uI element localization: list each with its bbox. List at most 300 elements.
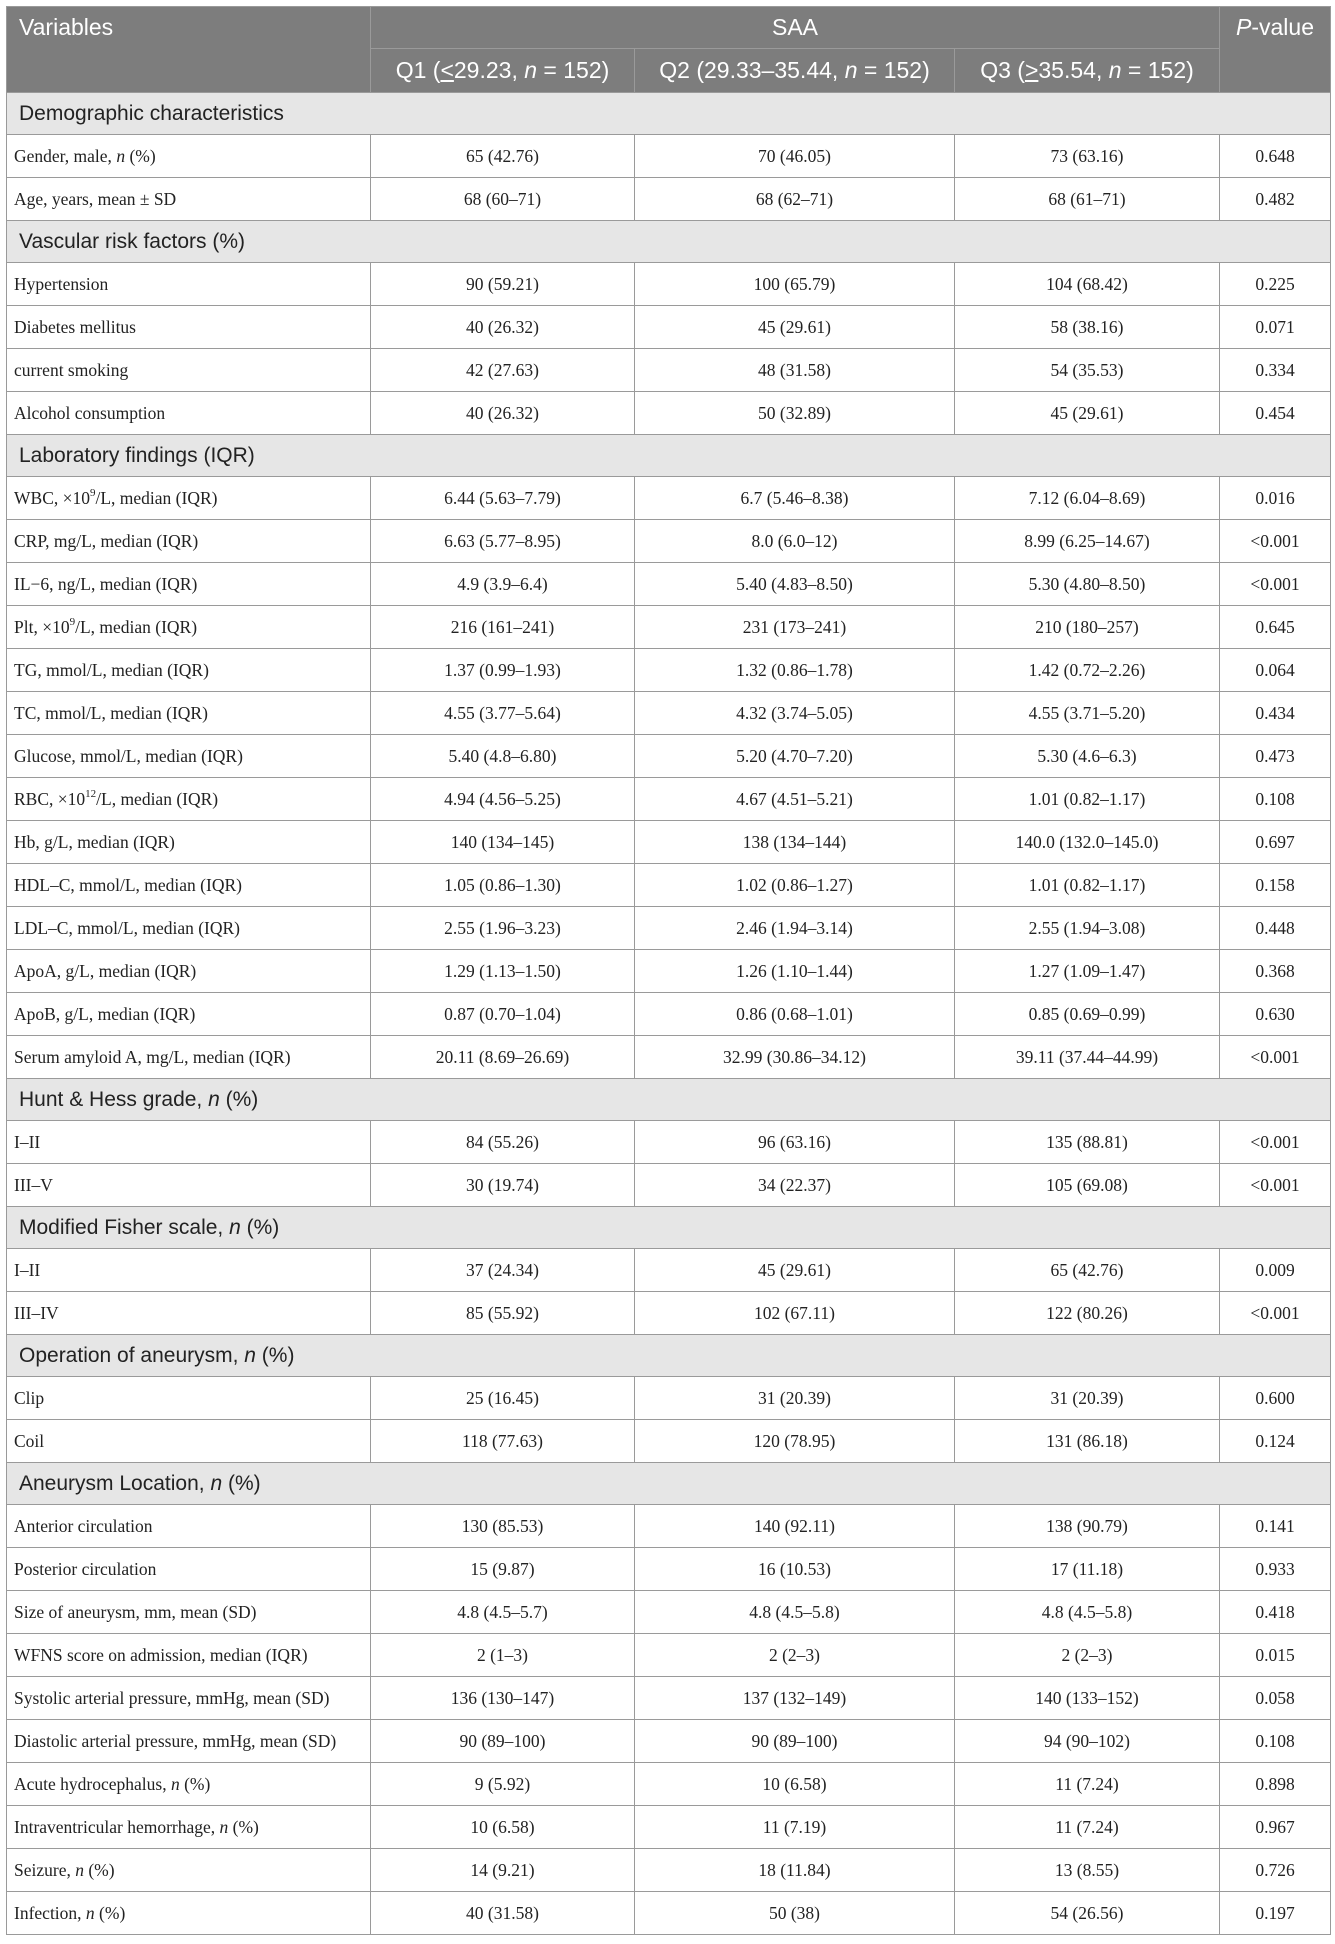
q2-value-cell: 4.32 (3.74–5.05) xyxy=(635,692,955,735)
row-label-superscript: 9 xyxy=(69,615,76,628)
q3-value-cell: 68 (61–71) xyxy=(955,178,1220,221)
q3-value-cell: 0.85 (0.69–0.99) xyxy=(955,993,1220,1036)
p-value-cell: 0.334 xyxy=(1220,349,1331,392)
row-label-text: Clip xyxy=(14,1387,45,1408)
q2-value-cell: 0.86 (0.68–1.01) xyxy=(635,993,955,1036)
table-row xyxy=(7,735,1331,778)
variable-cell xyxy=(7,1892,371,1935)
q2-value-cell: 70 (46.05) xyxy=(635,135,955,178)
q2-value-cell: 45 (29.61) xyxy=(635,1249,955,1292)
table-row xyxy=(7,1677,1331,1720)
row-label-suffix: /L, median (IQR) xyxy=(96,788,219,809)
table-row xyxy=(7,1849,1331,1892)
row-label-text: Systolic arterial pressure, mmHg, mean (SD) xyxy=(14,1687,330,1708)
row-label-text: TC, mmol/L, median (IQR) xyxy=(14,702,208,723)
row-label-text: Gender, male, xyxy=(14,145,117,166)
variable-cell xyxy=(7,477,371,520)
row-label-text: Alcohol consumption xyxy=(14,402,166,423)
row-label-text: Diabetes mellitus xyxy=(14,316,136,337)
q1-value-cell: 14 (9.21) xyxy=(371,1849,635,1892)
variable-cell xyxy=(7,1634,371,1677)
q1-value-cell: 9 (5.92) xyxy=(371,1763,635,1806)
q2-value-cell: 138 (134–144) xyxy=(635,821,955,864)
row-label-text: Aneurysm Location, xyxy=(19,1471,211,1495)
q2-value-cell: 6.7 (5.46–8.38) xyxy=(635,477,955,520)
section-title xyxy=(7,1335,1331,1377)
q1-value-cell: 6.63 (5.77–8.95) xyxy=(371,520,635,563)
variables-header: Variables xyxy=(7,7,371,49)
row-label-text: Vascular risk factors (%) xyxy=(19,229,245,253)
row-label-suffix: (%) xyxy=(94,1902,126,1923)
q1-value-cell: 40 (31.58) xyxy=(371,1892,635,1935)
p-value-cell: 0.225 xyxy=(1220,263,1331,306)
table-row xyxy=(7,1164,1331,1207)
row-label-text: III–V xyxy=(14,1174,53,1195)
table-row xyxy=(7,993,1331,1036)
q1-value-cell: 4.94 (4.56–5.25) xyxy=(371,778,635,821)
p-value-cell: 0.697 xyxy=(1220,821,1331,864)
variable-cell xyxy=(7,1720,371,1763)
table-row xyxy=(7,392,1331,435)
q3-value-cell: 8.99 (6.25–14.67) xyxy=(955,520,1220,563)
q2-value-cell: 8.0 (6.0–12) xyxy=(635,520,955,563)
p-value-cell: <0.001 xyxy=(1220,1292,1331,1335)
row-label-italic: n xyxy=(219,1816,229,1837)
section-header-row xyxy=(7,435,1331,477)
section-header-row xyxy=(7,1463,1331,1505)
q3-value-cell: 140.0 (132.0–145.0) xyxy=(955,821,1220,864)
q1-value-cell: 68 (60–71) xyxy=(371,178,635,221)
q3-value-cell: 1.27 (1.09–1.47) xyxy=(955,950,1220,993)
row-label-text: current smoking xyxy=(14,359,129,380)
q1-value-cell: 15 (9.87) xyxy=(371,1548,635,1591)
q3-value-cell: 58 (38.16) xyxy=(955,306,1220,349)
row-label-text: III–IV xyxy=(14,1302,59,1323)
q1-value-cell: 216 (161–241) xyxy=(371,606,635,649)
section-header-row xyxy=(7,1079,1331,1121)
row-label-text: RBC, ×10 xyxy=(14,788,86,809)
variable-cell xyxy=(7,692,371,735)
variable-cell xyxy=(7,1036,371,1079)
p-value-cell: 0.141 xyxy=(1220,1505,1331,1548)
q2-value-cell: 34 (22.37) xyxy=(635,1164,955,1207)
row-label-text: Serum amyloid A, mg/L, median (IQR) xyxy=(14,1046,291,1067)
q1-value-cell: 90 (59.21) xyxy=(371,263,635,306)
q2-value-cell: 50 (32.89) xyxy=(635,392,955,435)
row-label-text: Hb, g/L, median (IQR) xyxy=(14,831,175,852)
p-value-cell: 0.648 xyxy=(1220,135,1331,178)
q3-value-cell: 1.42 (0.72–2.26) xyxy=(955,649,1220,692)
variable-cell xyxy=(7,306,371,349)
p-value-cell: 0.015 xyxy=(1220,1634,1331,1677)
p-value-cell: 0.058 xyxy=(1220,1677,1331,1720)
table-row xyxy=(7,1591,1331,1634)
q3-header: Q3 (>35.54, n = 152) xyxy=(955,49,1220,93)
q3-value-cell: 7.12 (6.04–8.69) xyxy=(955,477,1220,520)
variable-cell xyxy=(7,1505,371,1548)
p-value-cell: <0.001 xyxy=(1220,520,1331,563)
variable-cell xyxy=(7,563,371,606)
q2-value-cell: 137 (132–149) xyxy=(635,1677,955,1720)
q1-value-cell: 25 (16.45) xyxy=(371,1377,635,1420)
row-label-text: Anterior circulation xyxy=(14,1515,153,1536)
q1-value-cell: 1.29 (1.13–1.50) xyxy=(371,950,635,993)
row-label-italic: n xyxy=(229,1215,241,1239)
section-title xyxy=(7,1079,1331,1121)
row-label-text: Glucose, mmol/L, median (IQR) xyxy=(14,745,243,766)
q1-value-cell: 4.8 (4.5–5.7) xyxy=(371,1591,635,1634)
section-title xyxy=(7,1463,1331,1505)
q2-value-cell: 90 (89–100) xyxy=(635,1720,955,1763)
q3-value-cell: 5.30 (4.6–6.3) xyxy=(955,735,1220,778)
row-label-text: Seizure, xyxy=(14,1859,76,1880)
row-label-text: Plt, ×10 xyxy=(14,616,70,637)
table-row xyxy=(7,1548,1331,1591)
variable-cell xyxy=(7,1548,371,1591)
table-row xyxy=(7,778,1331,821)
variable-cell xyxy=(7,950,371,993)
q1-value-cell: 2.55 (1.96–3.23) xyxy=(371,907,635,950)
p-value-cell: 0.108 xyxy=(1220,778,1331,821)
p-value-cell: 0.197 xyxy=(1220,1892,1331,1935)
row-label-text: CRP, mg/L, median (IQR) xyxy=(14,530,199,551)
q2-value-cell: 4.67 (4.51–5.21) xyxy=(635,778,955,821)
p-value-cell: 0.473 xyxy=(1220,735,1331,778)
q1-value-cell: 37 (24.34) xyxy=(371,1249,635,1292)
variable-cell xyxy=(7,1292,371,1335)
p-value-cell: 0.600 xyxy=(1220,1377,1331,1420)
q3-value-cell: 39.11 (37.44–44.99) xyxy=(955,1036,1220,1079)
q3-value-cell: 13 (8.55) xyxy=(955,1849,1220,1892)
variable-cell xyxy=(7,778,371,821)
row-label-text: ApoA, g/L, median (IQR) xyxy=(14,960,197,981)
variable-cell xyxy=(7,178,371,221)
table-row xyxy=(7,649,1331,692)
p-value-cell: <0.001 xyxy=(1220,1121,1331,1164)
q1-value-cell: 118 (77.63) xyxy=(371,1420,635,1463)
variable-cell xyxy=(7,520,371,563)
section-header-row xyxy=(7,1207,1331,1249)
q2-value-cell: 100 (65.79) xyxy=(635,263,955,306)
q1-value-cell: 84 (55.26) xyxy=(371,1121,635,1164)
table-row xyxy=(7,1377,1331,1420)
table-row xyxy=(7,907,1331,950)
q3-value-cell: 11 (7.24) xyxy=(955,1763,1220,1806)
row-label-suffix: (%) xyxy=(240,1215,280,1239)
q2-value-cell: 18 (11.84) xyxy=(635,1849,955,1892)
q2-value-cell: 140 (92.11) xyxy=(635,1505,955,1548)
row-label-suffix: (%) xyxy=(179,1773,211,1794)
q3-value-cell: 54 (26.56) xyxy=(955,1892,1220,1935)
row-label-text: Hypertension xyxy=(14,273,109,294)
row-label-text: ApoB, g/L, median (IQR) xyxy=(14,1003,196,1024)
q2-value-cell: 5.40 (4.83–8.50) xyxy=(635,563,955,606)
table-row xyxy=(7,477,1331,520)
p-value-cell: <0.001 xyxy=(1220,563,1331,606)
variable-cell xyxy=(7,993,371,1036)
q2-value-cell: 120 (78.95) xyxy=(635,1420,955,1463)
q1-value-cell: 20.11 (8.69–26.69) xyxy=(371,1036,635,1079)
p-value-cell: 0.454 xyxy=(1220,392,1331,435)
q2-value-cell: 5.20 (4.70–7.20) xyxy=(635,735,955,778)
p-value-cell: 0.482 xyxy=(1220,178,1331,221)
row-label-text: Laboratory findings (IQR) xyxy=(19,443,255,467)
q1-value-cell: 40 (26.32) xyxy=(371,392,635,435)
row-label-suffix: (%) xyxy=(83,1859,115,1880)
row-label-suffix: (%) xyxy=(255,1343,295,1367)
p-value-cell: 0.645 xyxy=(1220,606,1331,649)
q2-header: Q2 (29.33–35.44, n = 152) xyxy=(635,49,955,93)
q3-value-cell: 11 (7.24) xyxy=(955,1806,1220,1849)
saa-group-header: SAA xyxy=(371,7,1220,49)
row-label-text: I–II xyxy=(14,1131,41,1152)
p-value-cell: 0.434 xyxy=(1220,692,1331,735)
q2-value-cell: 231 (173–241) xyxy=(635,606,955,649)
variable-cell xyxy=(7,864,371,907)
baseline-characteristics-table xyxy=(6,6,1331,1935)
q1-value-cell: 2 (1–3) xyxy=(371,1634,635,1677)
section-title xyxy=(7,93,1331,135)
q2-value-cell: 31 (20.39) xyxy=(635,1377,955,1420)
variable-cell xyxy=(7,1849,371,1892)
q3-value-cell: 122 (80.26) xyxy=(955,1292,1220,1335)
row-label-text: WFNS score on admission, median (IQR) xyxy=(14,1644,308,1665)
p-value-header-italic: P xyxy=(1236,14,1252,41)
variable-cell xyxy=(7,263,371,306)
row-label-suffix: /L, median (IQR) xyxy=(75,616,198,637)
section-title xyxy=(7,1207,1331,1249)
table-row xyxy=(7,178,1331,221)
table-row xyxy=(7,1505,1331,1548)
row-label-text: HDL–C, mmol/L, median (IQR) xyxy=(14,874,242,895)
q2-value-cell: 10 (6.58) xyxy=(635,1763,955,1806)
p-value-cell: 0.108 xyxy=(1220,1720,1331,1763)
row-label-text: Demographic characteristics xyxy=(19,101,284,125)
q1-value-cell: 5.40 (4.8–6.80) xyxy=(371,735,635,778)
q1-value-cell: 42 (27.63) xyxy=(371,349,635,392)
p-value-cell: 0.726 xyxy=(1220,1849,1331,1892)
variable-cell xyxy=(7,1377,371,1420)
p-value-cell: 0.158 xyxy=(1220,864,1331,907)
q3-value-cell: 4.55 (3.71–5.20) xyxy=(955,692,1220,735)
q2-value-cell: 11 (7.19) xyxy=(635,1806,955,1849)
q2-value-cell: 32.99 (30.86–34.12) xyxy=(635,1036,955,1079)
q1-value-cell: 130 (85.53) xyxy=(371,1505,635,1548)
q3-value-cell: 73 (63.16) xyxy=(955,135,1220,178)
row-label-text: Intraventricular hemorrhage, xyxy=(14,1816,220,1837)
row-label-text: Posterior circulation xyxy=(14,1558,157,1579)
p-value-cell: 0.933 xyxy=(1220,1548,1331,1591)
q2-value-cell: 1.02 (0.86–1.27) xyxy=(635,864,955,907)
q2-value-cell: 1.26 (1.10–1.44) xyxy=(635,950,955,993)
table-row xyxy=(7,821,1331,864)
q3-value-cell: 17 (11.18) xyxy=(955,1548,1220,1591)
row-label-text: Acute hydrocephalus, xyxy=(14,1773,171,1794)
variable-cell xyxy=(7,1249,371,1292)
q3-value-cell: 45 (29.61) xyxy=(955,392,1220,435)
row-label-text: WBC, ×10 xyxy=(14,487,90,508)
table-row xyxy=(7,1036,1331,1079)
p-value-cell: 0.124 xyxy=(1220,1420,1331,1463)
section-title xyxy=(7,435,1331,477)
p-value-cell: 0.016 xyxy=(1220,477,1331,520)
variable-cell xyxy=(7,1763,371,1806)
variable-cell xyxy=(7,135,371,178)
row-label-text: Size of aneurysm, mm, mean (SD) xyxy=(14,1601,257,1622)
q3-value-cell: 2.55 (1.94–3.08) xyxy=(955,907,1220,950)
q1-value-cell: 65 (42.76) xyxy=(371,135,635,178)
row-label-italic: n xyxy=(210,1471,223,1495)
table-row xyxy=(7,1121,1331,1164)
table-row xyxy=(7,135,1331,178)
table-row xyxy=(7,563,1331,606)
p-value-header-rest: -value xyxy=(1251,14,1315,41)
p-value-cell: <0.001 xyxy=(1220,1036,1331,1079)
row-label-italic: n xyxy=(244,1343,256,1367)
table-row xyxy=(7,1892,1331,1935)
row-label-superscript: 9 xyxy=(89,486,96,499)
p-value-cell: 0.009 xyxy=(1220,1249,1331,1292)
variable-cell xyxy=(7,649,371,692)
variable-cell xyxy=(7,1591,371,1634)
section-header-row xyxy=(7,221,1331,263)
section-header-row xyxy=(7,93,1331,135)
variable-cell xyxy=(7,349,371,392)
variable-cell xyxy=(7,821,371,864)
row-label-italic: n xyxy=(170,1773,180,1794)
row-label-italic: n xyxy=(85,1902,95,1923)
variable-cell xyxy=(7,1806,371,1849)
q3-value-cell: 140 (133–152) xyxy=(955,1677,1220,1720)
q3-value-cell: 105 (69.08) xyxy=(955,1164,1220,1207)
q3-value-cell: 1.01 (0.82–1.17) xyxy=(955,778,1220,821)
q2-value-cell: 45 (29.61) xyxy=(635,306,955,349)
variable-cell xyxy=(7,392,371,435)
q3-value-cell: 135 (88.81) xyxy=(955,1121,1220,1164)
header-row-2 xyxy=(7,49,1331,93)
p-value-cell: <0.001 xyxy=(1220,1164,1331,1207)
row-label-suffix: /L, median (IQR) xyxy=(95,487,218,508)
q2-value-cell: 2.46 (1.94–3.14) xyxy=(635,907,955,950)
variable-cell xyxy=(7,1677,371,1720)
q2-value-cell: 102 (67.11) xyxy=(635,1292,955,1335)
q3-value-cell: 1.01 (0.82–1.17) xyxy=(955,864,1220,907)
row-label-italic: n xyxy=(75,1859,84,1880)
q1-value-cell: 1.05 (0.86–1.30) xyxy=(371,864,635,907)
q3-value-cell: 94 (90–102) xyxy=(955,1720,1220,1763)
variable-cell xyxy=(7,735,371,778)
q1-value-cell: 90 (89–100) xyxy=(371,1720,635,1763)
row-label-text: Age, years, mean ± SD xyxy=(14,188,177,209)
p-value-cell: 0.071 xyxy=(1220,306,1331,349)
table-row xyxy=(7,864,1331,907)
q3-value-cell: 4.8 (4.5–5.8) xyxy=(955,1591,1220,1634)
q2-value-cell: 68 (62–71) xyxy=(635,178,955,221)
row-label-suffix: (%) xyxy=(125,145,156,166)
q1-value-cell: 4.9 (3.9–6.4) xyxy=(371,563,635,606)
p-value-cell: 0.418 xyxy=(1220,1591,1331,1634)
p-value-header xyxy=(1220,7,1331,49)
p-value-cell: 0.448 xyxy=(1220,907,1331,950)
p-value-cell: 0.967 xyxy=(1220,1806,1331,1849)
row-label-italic: n xyxy=(208,1087,220,1111)
table-row xyxy=(7,950,1331,993)
q1-value-cell: 6.44 (5.63–7.79) xyxy=(371,477,635,520)
variable-cell xyxy=(7,1121,371,1164)
variable-cell xyxy=(7,606,371,649)
section-title xyxy=(7,221,1331,263)
q2-value-cell: 48 (31.58) xyxy=(635,349,955,392)
q3-value-cell: 2 (2–3) xyxy=(955,1634,1220,1677)
table-row xyxy=(7,1249,1331,1292)
row-label-text: Modified Fisher scale, xyxy=(19,1215,230,1239)
table-row xyxy=(7,1420,1331,1463)
row-label-text: Infection, xyxy=(14,1902,86,1923)
row-label-text: I–II xyxy=(14,1259,41,1280)
q3-value-cell: 54 (35.53) xyxy=(955,349,1220,392)
variable-cell xyxy=(7,1164,371,1207)
header-row-1 xyxy=(7,7,1331,49)
row-label-text: LDL–C, mmol/L, median (IQR) xyxy=(14,917,241,938)
variables-header-cont xyxy=(7,49,371,93)
variable-cell xyxy=(7,907,371,950)
row-label-suffix: (%) xyxy=(222,1471,261,1495)
q2-value-cell: 1.32 (0.86–1.78) xyxy=(635,649,955,692)
q3-value-cell: 31 (20.39) xyxy=(955,1377,1220,1420)
q3-value-cell: 131 (86.18) xyxy=(955,1420,1220,1463)
row-label-text: IL−6, ng/L, median (IQR) xyxy=(14,573,198,594)
table-row xyxy=(7,263,1331,306)
q2-value-cell: 4.8 (4.5–5.8) xyxy=(635,1591,955,1634)
q1-value-cell: 4.55 (3.77–5.64) xyxy=(371,692,635,735)
table-row xyxy=(7,1763,1331,1806)
table-row xyxy=(7,306,1331,349)
p-value-header-cont xyxy=(1220,49,1331,93)
q3-value-cell: 5.30 (4.80–8.50) xyxy=(955,563,1220,606)
table-row xyxy=(7,1292,1331,1335)
q1-value-cell: 1.37 (0.99–1.93) xyxy=(371,649,635,692)
p-value-cell: 0.898 xyxy=(1220,1763,1331,1806)
table-row xyxy=(7,692,1331,735)
q2-value-cell: 16 (10.53) xyxy=(635,1548,955,1591)
row-label-text: Operation of aneurysm, xyxy=(19,1343,245,1367)
q2-value-cell: 2 (2–3) xyxy=(635,1634,955,1677)
table-body xyxy=(7,93,1331,1935)
row-label-text: Hunt & Hess grade, xyxy=(19,1087,209,1111)
q3-value-cell: 65 (42.76) xyxy=(955,1249,1220,1292)
p-value-cell: 0.630 xyxy=(1220,993,1331,1036)
row-label-text: Diastolic arterial pressure, mmHg, mean (SD) xyxy=(14,1730,337,1751)
p-value-cell: 0.064 xyxy=(1220,649,1331,692)
row-label-superscript: 12 xyxy=(85,787,97,800)
q1-value-cell: 140 (134–145) xyxy=(371,821,635,864)
q1-value-cell: 10 (6.58) xyxy=(371,1806,635,1849)
row-label-italic: n xyxy=(116,145,126,166)
row-label-text: TG, mmol/L, median (IQR) xyxy=(14,659,209,680)
table-row xyxy=(7,1720,1331,1763)
q1-value-cell: 40 (26.32) xyxy=(371,306,635,349)
row-label-text: Coil xyxy=(14,1430,45,1451)
row-label-suffix: (%) xyxy=(228,1816,259,1837)
table-row xyxy=(7,349,1331,392)
table-row xyxy=(7,520,1331,563)
table-row xyxy=(7,1634,1331,1677)
q2-value-cell: 96 (63.16) xyxy=(635,1121,955,1164)
q3-value-cell: 104 (68.42) xyxy=(955,263,1220,306)
q1-value-cell: 85 (55.92) xyxy=(371,1292,635,1335)
q1-value-cell: 0.87 (0.70–1.04) xyxy=(371,993,635,1036)
q3-value-cell: 138 (90.79) xyxy=(955,1505,1220,1548)
